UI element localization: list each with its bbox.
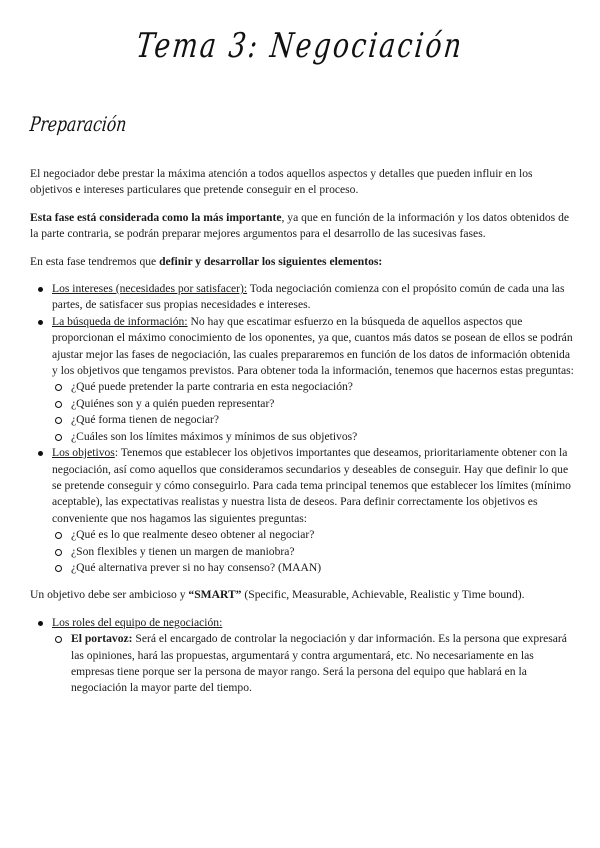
paragraph-smart bbox=[30, 587, 575, 603]
role-bold: El portavoz: bbox=[71, 632, 133, 646]
bullet-icon bbox=[38, 320, 43, 325]
sub-item-text: ¿Qué alternativa prever si no hay consenso? (MAAN) bbox=[71, 560, 322, 574]
sub-item-text: ¿Qué es lo que realmente deseo obtener al negociar? bbox=[71, 528, 315, 542]
item-label: Los roles del equipo de negociación: bbox=[52, 615, 223, 629]
list-item-intereses bbox=[30, 281, 575, 314]
page-title: Tema 3: Negociación bbox=[134, 26, 466, 66]
circle-bullet-icon bbox=[55, 434, 62, 441]
circle-bullet-icon bbox=[55, 532, 62, 539]
sub-item-text: ¿Qué puede pretender la parte contraria en esta negociación? bbox=[71, 380, 353, 394]
bullet-icon bbox=[38, 621, 43, 626]
sub-list-informacion bbox=[52, 379, 575, 445]
sub-item-text: ¿Quiénes son y a quién pueden representar? bbox=[71, 396, 275, 410]
paragraph-elements bbox=[30, 254, 575, 270]
sub-list-item bbox=[52, 379, 575, 395]
elements-list bbox=[30, 281, 575, 576]
item-label: Los intereses (necesidades por satisfacer): bbox=[52, 282, 248, 296]
document-body bbox=[30, 166, 575, 708]
sub-list-item bbox=[52, 544, 575, 560]
circle-bullet-icon bbox=[55, 417, 62, 424]
importance-text: , ya que en función de la información y los datos obtenidos de la parte contraria, se podrán preparar mejores argumentos para el desarrollo de las sucesivas fases. bbox=[30, 210, 570, 241]
sub-list-item bbox=[52, 396, 575, 412]
item-label: Los objetivos bbox=[52, 446, 115, 460]
item-label: La búsqueda de información: bbox=[52, 314, 188, 328]
elements-text: En esta fase tendremos que bbox=[30, 254, 160, 268]
list-item-informacion bbox=[30, 314, 575, 445]
item-text: Toda negociación comienza con el propósito común de cada una las partes, de satisfacer sus propias necesidades e intereses. bbox=[52, 282, 565, 312]
sub-item-text: ¿Qué forma tienen de negociar? bbox=[71, 413, 220, 427]
roles-list bbox=[30, 615, 575, 697]
paragraph-importance bbox=[30, 210, 575, 243]
role-text: Será el encargado de controlar la negociación y dar información. Es la persona que expresará las opiniones, hará las propuestas, argumentará y contra argumentará, etc. No necesariamente en las empresas tiene porque ser la persona de mayor rango. Será la persona del equipo que hablará en la negociación la mayor parte del tiempo. bbox=[71, 632, 567, 695]
list-item-roles bbox=[30, 615, 575, 697]
list-item-objetivos bbox=[30, 445, 575, 576]
sub-item-text: ¿Cuáles son los límites máximos y mínimos de sus objetivos? bbox=[71, 429, 358, 443]
sub-list-item bbox=[52, 527, 575, 543]
paragraph-intro: El negociador debe prestar la máxima atención a todos aquellos aspectos y detalles que pueden influir en los objetivos e intereses particulares que pretende conseguir en el proceso. bbox=[30, 167, 533, 197]
importance-bold: Esta fase está considerada como la más importante bbox=[30, 210, 282, 224]
sub-item-text: ¿Son flexibles y tienen un margen de maniobra? bbox=[71, 544, 295, 558]
sub-list-item bbox=[52, 412, 575, 428]
circle-bullet-icon bbox=[55, 565, 62, 572]
circle-bullet-icon bbox=[55, 401, 62, 408]
smart-rest: (Specific, Measurable, Achievable, Realistic y Time bound). bbox=[241, 588, 525, 602]
sub-list-roles bbox=[52, 631, 575, 697]
circle-bullet-icon bbox=[55, 549, 62, 556]
circle-bullet-icon bbox=[55, 636, 62, 643]
smart-bold: “SMART” bbox=[188, 588, 242, 602]
item-text: : Tenemos que establecer los objetivos importantes que deseamos, prioritariamente obtener con la negociación, así como aquellos que consideramos secundarios y deseables de conseguir. Hay que definir lo que se pretende conseguir y cómo conseguirlo. Para cada tema principal tenemos que establecer los límites (mínimo aceptable), las expectativas realistas y nuestra lista de deseos. Para definir correctamente los objetivos es conveniente que nos hagamos las siguientes preguntas: bbox=[52, 446, 571, 525]
smart-text: Un objetivo debe ser ambicioso y bbox=[30, 588, 189, 602]
section-heading: Preparación bbox=[28, 112, 128, 136]
elements-bold: definir y desarrollar los siguientes elementos: bbox=[159, 254, 383, 268]
bullet-icon bbox=[38, 287, 43, 292]
item-text: No hay que escatimar esfuerzo en la búsqueda de aquellos aspectos que proporcionan el máximo conocimiento de los oponentes, ya que, cuantos más datos se posean de ellos se podrán ajustar mejor las fases de negociación, las cuales prepararemos en función de los datos de información obtenida y los objetivos que tengamos previstos. Para obtener toda la información, tenemos que hacernos estas preguntas: bbox=[52, 314, 574, 378]
sub-list-item bbox=[52, 631, 575, 697]
circle-bullet-icon bbox=[55, 384, 62, 391]
sub-list-objetivos bbox=[52, 527, 575, 576]
bullet-icon bbox=[38, 451, 43, 456]
sub-list-item bbox=[52, 429, 575, 445]
sub-list-item bbox=[52, 560, 575, 576]
